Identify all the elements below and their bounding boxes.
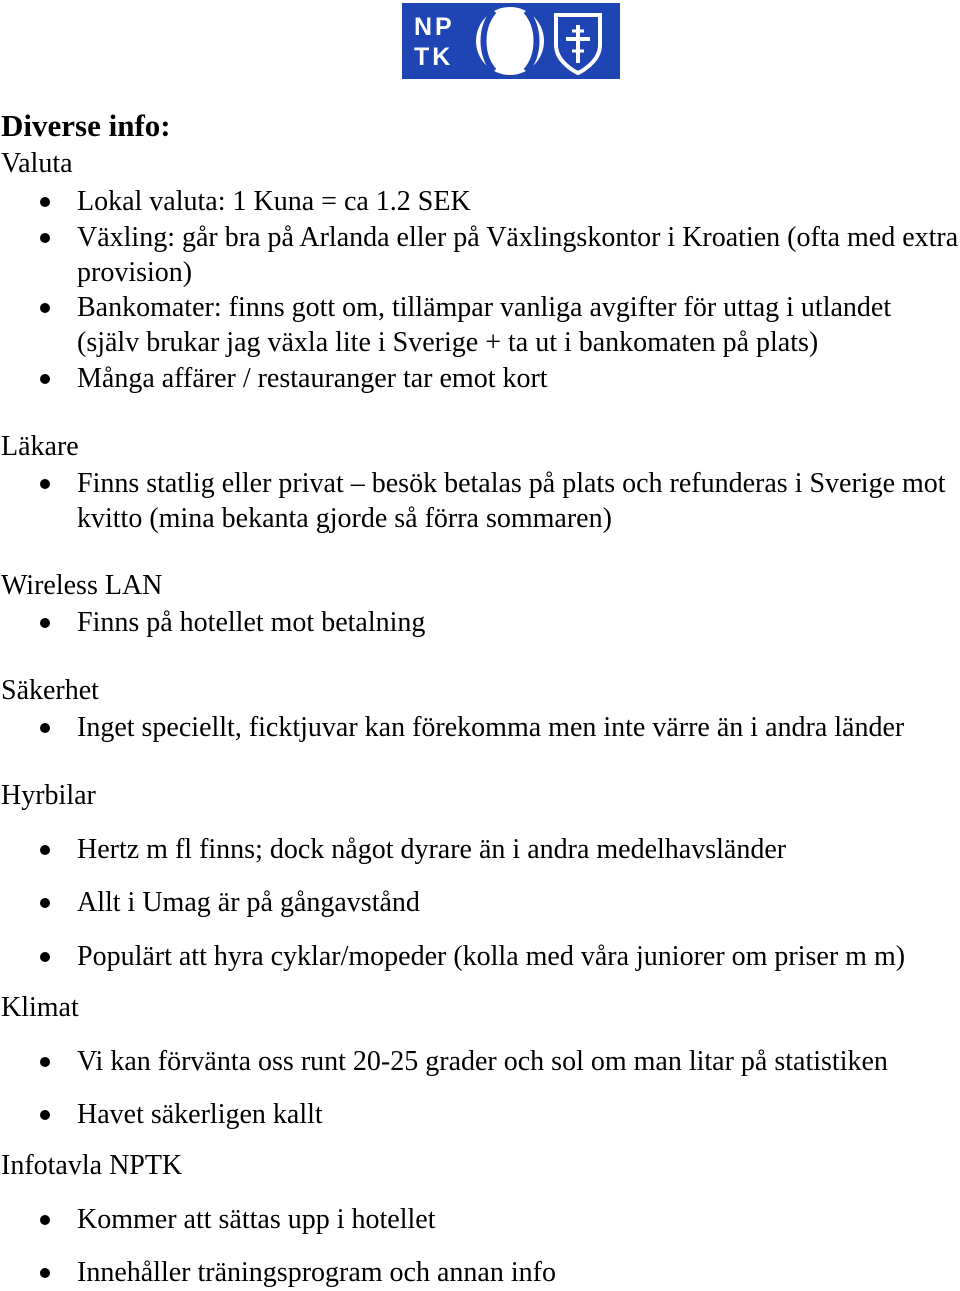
section-label-valuta: Valuta <box>1 148 73 179</box>
bullet-icon <box>40 1268 50 1278</box>
bullet-icon <box>40 374 50 384</box>
bullet-icon <box>40 952 50 962</box>
bullet-icon <box>40 1215 50 1225</box>
logo-text-np: NP <box>414 13 455 41</box>
section-label-hyrbilar: Hyrbilar <box>1 780 96 811</box>
nptk-logo-graphic <box>402 3 620 79</box>
section-label-infotavla: Infotavla NPTK <box>1 1150 183 1181</box>
list-item-text: Många affärer / restauranger tar emot kort <box>77 363 548 394</box>
section-label-wireless: Wireless LAN <box>1 570 163 601</box>
bullet-icon <box>40 845 50 855</box>
bullet-icon <box>40 1110 50 1120</box>
bullet-icon <box>40 303 50 313</box>
list-item-text: Innehåller träningsprogram och annan info <box>77 1257 556 1288</box>
bullet-icon <box>40 197 50 207</box>
list-item-text: Populärt att hyra cyklar/mopeder (kolla med våra juniorer om priser m m) <box>77 941 906 972</box>
list-item-text: Kommer att sättas upp i hotellet <box>77 1204 436 1235</box>
list-item-text: Bankomater: finns gott om, tillämpar vanliga avgifter för uttag i utlandet (själv brukar jag växla lite i Sverige + ta ut i bankomaten på plats) <box>77 292 892 358</box>
list-item-text: Inget speciellt, ficktjuvar kan förekomma men inte värre än i andra länder <box>77 712 905 743</box>
page-title: Diverse info: <box>1 108 171 143</box>
list-item-text: Finns på hotellet mot betalning <box>77 607 426 638</box>
list-item-text: Lokal valuta: 1 Kuna = ca 1.2 SEK <box>77 186 471 217</box>
bullet-icon <box>40 1057 50 1067</box>
bullet-icon <box>40 233 50 243</box>
list-item-text: Havet säkerligen kallt <box>77 1099 323 1130</box>
list-item-text: Allt i Umag är på gångavstånd <box>77 887 420 918</box>
bullet-icon <box>40 723 50 733</box>
list-item-text: Växling: går bra på Arlanda eller på Växlingskontor i Kroatien (ofta med extra provision) <box>77 222 959 288</box>
list-item-text: Hertz m fl finns; dock något dyrare än i andra medelhavsländer <box>77 834 787 865</box>
section-label-lakare: Läkare <box>1 431 79 462</box>
bullet-icon <box>40 898 50 908</box>
bullet-icon <box>40 618 50 628</box>
section-label-sakerhet: Säkerhet <box>1 675 99 706</box>
section-label-klimat: Klimat <box>1 992 79 1023</box>
list-item-text: Vi kan förvänta oss runt 20-25 grader och sol om man litar på statistiken <box>77 1046 888 1077</box>
shield-cross-icon <box>556 15 600 73</box>
logo-text-tk: TK <box>414 43 454 71</box>
list-item-text: Finns statlig eller privat – besök betalas på plats och refunderas i Sverige mot kvitto (mina bekanta gjorde så förra sommaren) <box>77 468 946 534</box>
bullet-icon <box>40 479 50 489</box>
tennis-ball-icon <box>476 7 544 75</box>
nptk-logo <box>402 3 620 79</box>
